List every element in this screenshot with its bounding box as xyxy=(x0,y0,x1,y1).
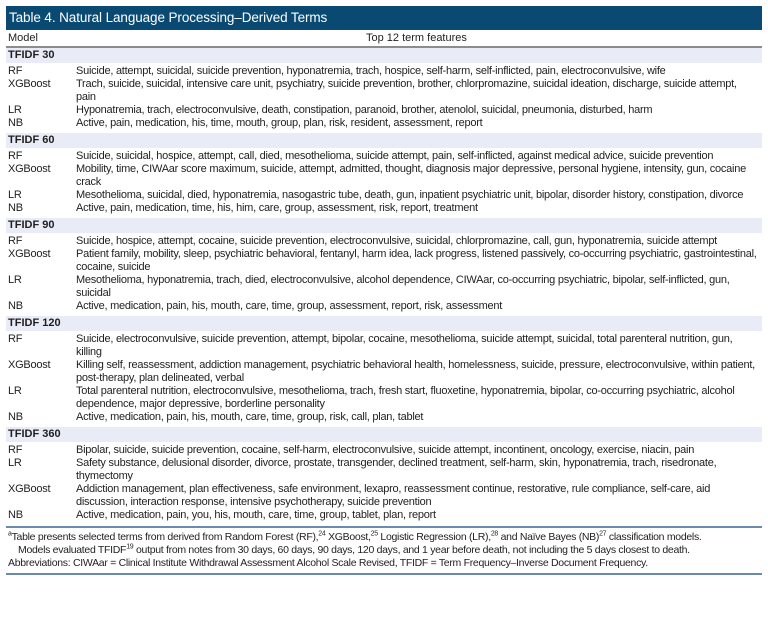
table-row xyxy=(6,359,762,385)
section-rows-tfidf-60 xyxy=(6,148,762,218)
table-footnote xyxy=(6,528,762,573)
model-cell: RF xyxy=(8,333,23,345)
footnote-bottom-rule xyxy=(6,573,762,575)
section-header-tfidf-30: TFIDF 30 xyxy=(6,48,762,63)
section-rows-tfidf-360 xyxy=(6,442,762,525)
table-row xyxy=(6,444,762,457)
terms-cell: Suicide, suicidal, hospice, attempt, call, died, mesothelioma, suicide attempt, pain, self-inflicted, against medical advice, suicide prevention xyxy=(76,150,714,162)
terms-cell: Total parenteral nutrition, electroconvulsive, mesothelioma, trach, fresh start, fluoxetine, hyponatremia, bipolar, co-occurring psychiatric, alcohol dependence, major depressive, borderline personality xyxy=(76,385,735,410)
terms-cell: Addiction management, plan effectiveness, safe environment, lexapro, reassessment continue, restorative, rule compliance, self-care, aid discussion, interaction response, intensive psychotherapy, suicide prevention xyxy=(76,483,711,508)
terms-cell: Active, pain, medication, time, his, him, care, group, assessment, risk, report, treatment xyxy=(76,202,478,214)
model-cell: NB xyxy=(8,117,23,129)
citation-ref: 27 xyxy=(599,530,607,538)
section-header-tfidf-120: TFIDF 120 xyxy=(6,316,762,331)
footnote-text: Models evaluated TFIDF xyxy=(18,544,127,556)
model-cell: XGBoost xyxy=(8,248,51,260)
terms-cell: Mobility, time, CIWAar score maximum, suicide, attempt, admitted, thought, diagnosis major depressive, personal hygiene, intensity, gun, cocaine crack xyxy=(76,163,746,188)
table-row xyxy=(6,202,762,215)
table-row xyxy=(6,78,762,104)
terms-cell: Active, pain, medication, his, time, mouth, group, plan, risk, resident, assessment, report xyxy=(76,117,483,129)
terms-cell: Suicide, hospice, attempt, cocaine, suicide prevention, electroconvulsive, suicidal, chlorpromazine, call, gun, hyponatremia, suicide attempt xyxy=(76,235,717,247)
model-cell: RF xyxy=(8,444,23,456)
section-rows-tfidf-120 xyxy=(6,331,762,427)
section-header-tfidf-60: TFIDF 60 xyxy=(6,133,762,148)
model-cell: XGBoost xyxy=(8,359,51,371)
citation-ref: 19 xyxy=(126,543,134,551)
terms-cell: Patient family, mobility, sleep, psychiatric behavioral, fentanyl, harm idea, lack progress, listened passively, co-occurring psychiatric, gastrointestinal, cocaine, suicide xyxy=(76,248,757,273)
footnote-text: XGBoost, xyxy=(325,531,371,543)
section-rows-tfidf-30 xyxy=(6,63,762,133)
model-cell: NB xyxy=(8,202,23,214)
citation-ref: 28 xyxy=(490,530,498,538)
terms-cell: Bipolar, suicide, suicide prevention, cocaine, self-harm, electroconvulsive, suicide attempt, incontinent, oncology, exercise, niacin, pain xyxy=(76,444,695,456)
model-cell: NB xyxy=(8,509,23,521)
footnote-abbreviations: Abbreviations: CIWAar = Clinical Institute Withdrawal Assessment Alcohol Scale Revised, TFIDF = Term Frequency–Inverse Document Frequency. xyxy=(8,557,648,569)
model-cell: XGBoost xyxy=(8,163,51,175)
model-cell: LR xyxy=(8,457,22,469)
footnote-marker: a xyxy=(8,530,12,538)
model-cell: NB xyxy=(8,411,23,423)
footnote-text: Logistic Regression (LR), xyxy=(377,531,491,543)
column-header-terms: Top 12 term features xyxy=(366,32,467,44)
table-title: Table 4. Natural Language Processing–Derived Terms xyxy=(6,6,762,30)
table-row xyxy=(6,117,762,130)
model-cell: LR xyxy=(8,385,22,397)
table-row xyxy=(6,248,762,274)
model-cell: XGBoost xyxy=(8,483,51,495)
table-row xyxy=(6,104,762,117)
footnote-line-2 xyxy=(8,544,762,557)
terms-cell: Mesothelioma, hyponatremia, trach, died, electroconvulsive, alcohol dependence, CIWAar, co-occurring psychiatric, bipolar, self-inflicted, gun, suicidal xyxy=(76,274,730,299)
footnote-text: and Naïve Bayes (NB) xyxy=(498,531,600,543)
terms-cell: Active, medication, pain, you, his, mouth, care, time, group, tablet, plan, report xyxy=(76,509,436,521)
footnote-text: output from notes from 30 days, 60 days, 90 days, 120 days, and 1 year before death, not including the 5 days closest to death. xyxy=(133,544,690,556)
table-row xyxy=(6,457,762,483)
terms-cell: Safety substance, delusional disorder, divorce, prostate, transgender, declined treatment, self-harm, skin, hyponatremia, trach, risedronate, thymectomy xyxy=(76,457,717,482)
table-row xyxy=(6,411,762,424)
terms-cell: Hyponatremia, trach, electroconvulsive, death, constipation, paranoid, brother, atenolol, suicidal, pneumonia, disturbed, harm xyxy=(76,104,653,116)
model-cell: RF xyxy=(8,65,23,77)
column-header-model: Model xyxy=(8,32,38,44)
table-row xyxy=(6,385,762,411)
table-row xyxy=(6,235,762,248)
table-row xyxy=(6,300,762,313)
terms-cell: Active, medication, pain, his, mouth, care, time, group, assessment, report, risk, assessment xyxy=(76,300,503,312)
model-cell: LR xyxy=(8,189,22,201)
section-header-tfidf-360: TFIDF 360 xyxy=(6,427,762,442)
section-header-tfidf-90: TFIDF 90 xyxy=(6,218,762,233)
model-cell: LR xyxy=(8,274,22,286)
table-row xyxy=(6,333,762,359)
terms-cell: Trach, suicide, suicidal, intensive care unit, psychiatry, suicide prevention, brother, chlorpromazine, suicidal ideation, discharge, suicide attempt, pain xyxy=(76,78,737,103)
model-cell: LR xyxy=(8,104,22,116)
terms-cell: Suicide, attempt, suicidal, suicide prevention, hyponatremia, trach, hospice, self-harm, self-inflicted, pain, electroconvulsive, wife xyxy=(76,65,666,77)
column-header-row xyxy=(6,30,762,48)
footnote-line-1 xyxy=(8,531,762,544)
table-row xyxy=(6,509,762,522)
citation-ref: 25 xyxy=(370,530,378,538)
citation-ref: 24 xyxy=(318,530,326,538)
table-row xyxy=(6,65,762,78)
terms-cell: Active, medication, pain, his, mouth, care, time, group, risk, call, plan, tablet xyxy=(76,411,424,423)
table-row xyxy=(6,163,762,189)
footnote-text: classification models. xyxy=(606,531,702,543)
terms-cell: Suicide, electroconvulsive, suicide prevention, attempt, bipolar, cocaine, mesothelioma, suicide attempt, suicidal, total parenteral nutrition, gun, killing xyxy=(76,333,733,358)
table-row xyxy=(6,150,762,163)
terms-cell: Mesothelioma, suicidal, died, hyponatremia, nasogastric tube, death, gun, inpatient psychiatric unit, bipolar, disorder history, constipation, divorce xyxy=(76,189,744,201)
table-row xyxy=(6,274,762,300)
table-container xyxy=(6,6,762,575)
table-row xyxy=(6,189,762,202)
model-cell: RF xyxy=(8,235,23,247)
model-cell: XGBoost xyxy=(8,78,51,90)
section-rows-tfidf-90 xyxy=(6,233,762,316)
model-cell: NB xyxy=(8,300,23,312)
model-cell: RF xyxy=(8,150,23,162)
terms-cell: Killing self, reassessment, addiction management, psychiatric behavioral health, homelessness, suicide, pressure, electroconvulsive, within patient, post-therapy, plan delineated, verbal xyxy=(76,359,755,384)
footnote-text: Table presents selected terms from derived from Random Forest (RF), xyxy=(11,531,319,543)
table-row xyxy=(6,483,762,509)
